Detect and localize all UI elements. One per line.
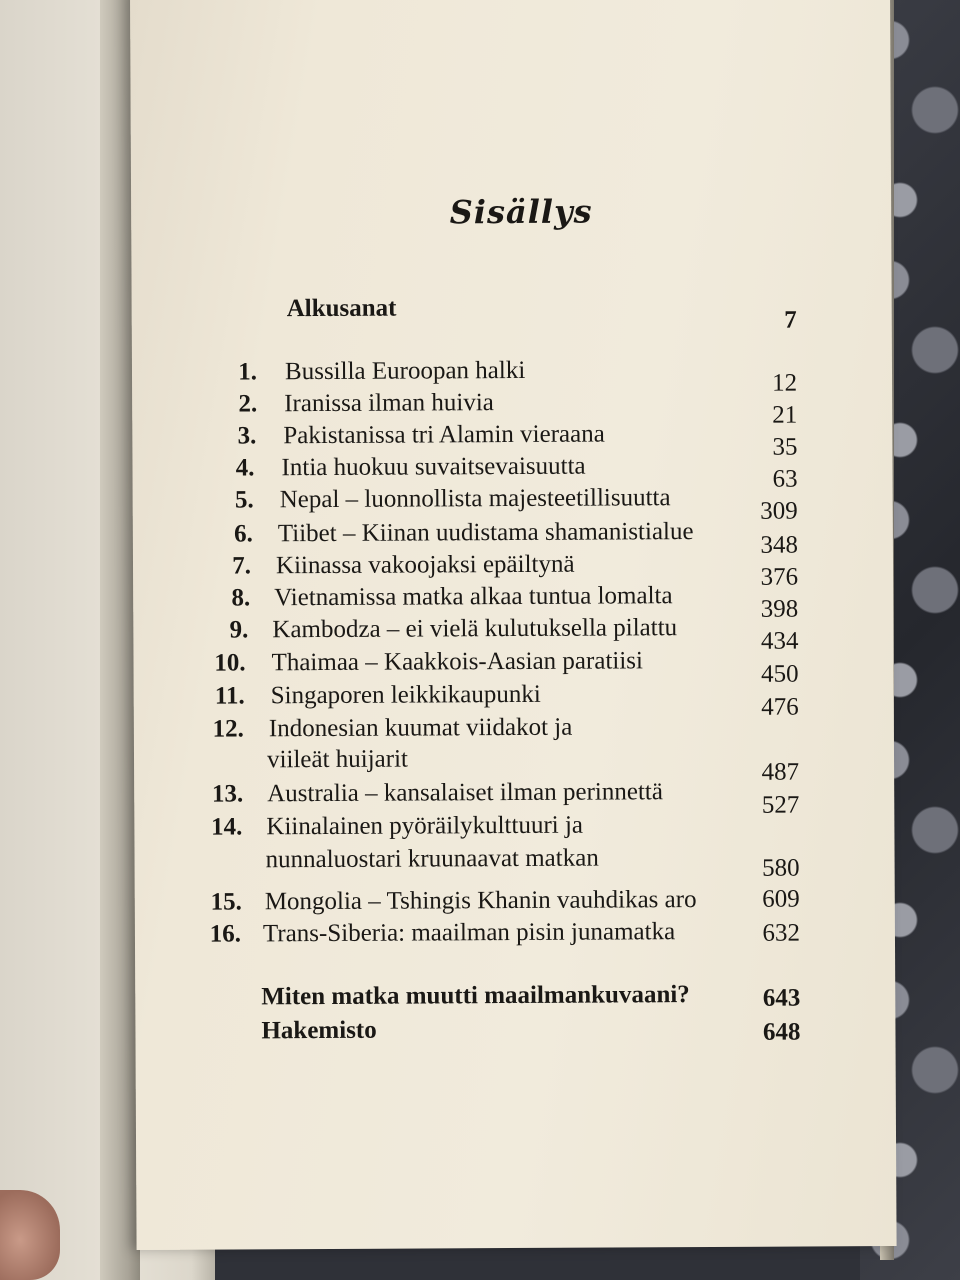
chapter-title: Singaporen leikkikaupunki	[270, 680, 541, 710]
toc-row	[135, 884, 895, 916]
toc-row	[132, 354, 892, 397]
chapter-number: 2.	[238, 390, 258, 418]
chapter-number: 1.	[238, 358, 258, 386]
closing-page: 648	[762, 1018, 801, 1046]
toc-title: Sisällys	[449, 192, 593, 232]
chapter-number: 9.	[229, 616, 249, 644]
chapter-number: 7.	[232, 552, 252, 580]
chapter-page: 632	[762, 919, 801, 947]
chapter-page: 434	[760, 627, 799, 655]
chapter-number: 12.	[212, 715, 244, 743]
chapter-page: 348	[760, 531, 798, 559]
chapter-title: Kambodza – ei vielä kulutuksella pilattu	[272, 614, 678, 644]
chapter-page: 21	[772, 401, 798, 429]
closing-page: 643	[762, 984, 801, 1012]
chapter-number: 8.	[231, 584, 251, 612]
chapter-number: 11.	[214, 682, 245, 710]
chapter-title: Australia – kansalaiset ilman perinnettä	[267, 778, 663, 808]
chapter-title: Thaimaa – Kaakkois-Aasian paratiisi	[271, 647, 643, 677]
chapter-page: 63	[772, 465, 798, 493]
preface-page: 7	[784, 306, 797, 334]
chapter-number: 5.	[234, 486, 254, 514]
chapter-title-line2: nunnaluostari kruunaavat matkan	[265, 844, 599, 874]
chapter-page: 609	[762, 885, 800, 913]
chapter-title: Iranissa ilman huivia	[284, 389, 494, 418]
chapter-page: 35	[772, 433, 798, 461]
chapter-number: 4.	[235, 454, 255, 482]
chapter-page: 580	[762, 854, 800, 882]
chapter-page: 476	[761, 693, 799, 721]
chapter-page: 450	[761, 660, 799, 688]
chapter-title: Vietnamissa matka alkaa tuntua lomalta	[274, 582, 673, 612]
chapter-page: 12	[771, 369, 798, 397]
toc-row	[135, 916, 895, 948]
chapter-title: Intia huokuu suvaitsevaisuutta	[281, 452, 586, 482]
chapter-number: 3.	[237, 422, 257, 450]
chapter-number: 15.	[210, 888, 242, 916]
chapter-title: Kiinassa vakoojaksi epäiltynä	[275, 550, 575, 580]
closing-title: Hakemisto	[261, 1016, 377, 1045]
toc-preface	[132, 291, 892, 334]
chapter-title: Nepal – luonnollista majesteetillisuutta	[279, 484, 671, 514]
chapter-number: 13.	[211, 780, 244, 808]
closing-title: Miten matka muutti maailmankuvaani?	[261, 981, 690, 1011]
chapter-number: 10.	[214, 649, 246, 677]
chapter-page: 487	[761, 758, 800, 786]
toc-closing-row	[135, 979, 895, 1012]
chapter-title: Tiibet – Kiinan uudistama shamanistialue	[277, 518, 694, 548]
chapter-page: 309	[760, 497, 798, 525]
chapter-number: 14.	[211, 813, 243, 841]
chapter-page: 376	[760, 563, 799, 591]
chapter-title: Kiinalainen pyöräilykulttuuri ja	[266, 811, 584, 841]
chapter-number: 6.	[234, 520, 253, 548]
chapter-page: 527	[761, 791, 800, 819]
right-book-page	[130, 0, 897, 1250]
preface-title: Alkusanat	[286, 294, 397, 323]
chapter-title: Indonesian kuumat viidakot ja	[268, 713, 573, 743]
chapter-title: Mongolia – Tshingis Khanin vauhdikas aro	[264, 886, 697, 916]
chapter-title: Trans-Siberia: maailman pisin junamatka	[262, 918, 676, 948]
chapter-title: Pakistanissa tri Alamin vieraana	[283, 420, 605, 450]
chapter-title-line2: viileät huijarit	[266, 745, 409, 774]
chapter-title: Bussilla Euroopan halki	[284, 356, 526, 386]
chapter-number: 16.	[209, 920, 242, 948]
chapter-page: 398	[760, 595, 799, 623]
